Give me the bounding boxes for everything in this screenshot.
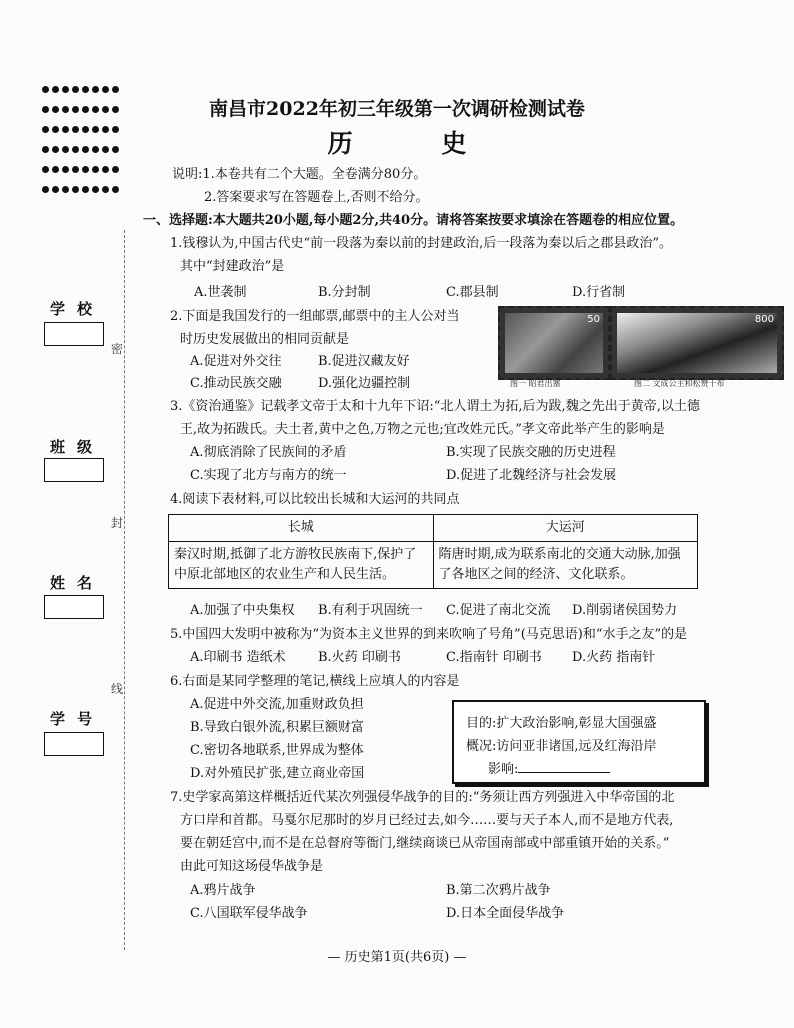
stamp-wencheng-image bbox=[610, 306, 784, 380]
table-header-grand-canal: 大运河 bbox=[433, 515, 698, 542]
school-field[interactable] bbox=[44, 322, 104, 346]
q5-stem: 5.中国四大发明中被称为“为资本主义世界的到来吹响了号角”(马克思语)和“水手之友”的是 bbox=[170, 627, 688, 642]
class-label: 班级 bbox=[50, 438, 105, 456]
table-cell-grand-canal: 隋唐时期,成为联系南北的交通大动脉,加强了各地区之间的经济、文化联系。 bbox=[433, 542, 698, 589]
q6-note-box bbox=[452, 700, 706, 784]
q6-option-d: D.对外殖民扩张,建立商业帝国 bbox=[190, 766, 365, 781]
q2-option-a: A.促进对外交往 bbox=[190, 354, 282, 369]
q2-stem-cont: 时历史发展做出的相同贡献是 bbox=[180, 332, 350, 347]
q1-option-a: A.世袭制 bbox=[194, 285, 247, 300]
note-purpose: 目的:扩大政治影响,彰显大国强盛 bbox=[466, 716, 657, 731]
q7-option-d: D.日本全面侵华战争 bbox=[446, 906, 565, 921]
q3-stem-cont: 王,故为拓跋氏。夫土者,黄中之色,万物之元也;宜改姓元氏。”孝文帝此举产生的影响是 bbox=[180, 422, 665, 437]
table-cell-great-wall: 秦汉时期,抵御了北方游牧民族南下,保护了中原北部地区的农业生产和人民生活。 bbox=[169, 542, 434, 589]
q5-option-c: C.指南针 印刷书 bbox=[446, 650, 542, 665]
page-footer: — 历史第1页(共6页) — bbox=[327, 950, 467, 965]
q7-stem-cont-1: 方口岸和首都。马戛尔尼那时的岁月已经过去,如今……要与天子本人,而不是地方代表, bbox=[180, 813, 674, 828]
stamp2-caption: 图二 文成公主和松赞干布 bbox=[634, 379, 725, 388]
q7-stem-cont-3: 由此可知这场侵华战争是 bbox=[180, 859, 324, 874]
q2-option-c: C.推动民族交融 bbox=[190, 376, 282, 391]
seal-char-xian: 线 bbox=[111, 682, 124, 696]
q5-option-d: D.火药 指南针 bbox=[572, 650, 656, 665]
q2-option-b: B.促进汉藏友好 bbox=[318, 354, 410, 369]
instruction-1: 说明:1.本卷共有二个大题。全卷满分80分。 bbox=[172, 167, 427, 182]
q4-option-d: D.削弱诸侯国势力 bbox=[572, 603, 678, 618]
q2-option-d: D.强化边疆控制 bbox=[318, 376, 411, 391]
student-no-field[interactable] bbox=[44, 732, 104, 756]
stamp1-caption: 图一 昭君出塞 bbox=[510, 379, 561, 388]
note-impact bbox=[488, 758, 610, 777]
q3-stem: 3.《资治通鉴》记载孝文帝于太和十九年下诏:“北人谓土为拓,后为跋,魏之先出于黄帝,以土德 bbox=[170, 399, 700, 414]
name-label: 姓名 bbox=[50, 574, 105, 592]
class-field[interactable] bbox=[44, 458, 104, 482]
q7-option-b: B.第二次鸦片战争 bbox=[446, 883, 551, 898]
q5-option-b: B.火药 印刷书 bbox=[318, 650, 401, 665]
q6-option-a: A.促进中外交流,加重财政负担 bbox=[190, 697, 364, 712]
stamp-figures bbox=[498, 306, 782, 388]
q4-option-b: B.有利于巩固统一 bbox=[318, 603, 423, 618]
q1-option-c: C.郡县制 bbox=[446, 285, 499, 300]
section-1-heading: 一、选择题:本大题共20小题,每小题2分,共40分。请将答案按要求填涂在答题卷的相应位置。 bbox=[143, 213, 684, 228]
q7-option-a: A.鸦片战争 bbox=[190, 883, 256, 898]
q1-stem: 1.钱穆认为,中国古代史“前一段落为秦以前的封建政治,后一段落为秦以后之郡县政治”。 bbox=[170, 236, 672, 251]
q4-option-c: C.促进了南北交流 bbox=[446, 603, 551, 618]
note-impact-label: 影响: bbox=[488, 762, 519, 777]
student-no-label: 学号 bbox=[50, 710, 105, 728]
q4-option-a: A.加强了中央集权 bbox=[190, 603, 295, 618]
q1-stem-cont: 其中“封建政治”是 bbox=[180, 259, 285, 274]
seal-line bbox=[124, 230, 125, 950]
instruction-2: 2.答案要求写在答题卷上,否则不给分。 bbox=[204, 190, 429, 205]
q7-stem-cont-2: 要在朝廷宫中,而不是在总督府等衙门,继续商谈已从帝国南部或中部重镇开始的关系。” bbox=[180, 836, 670, 851]
name-field[interactable] bbox=[44, 595, 104, 619]
note-overview: 概况:访问亚非诸国,远及红海沿岸 bbox=[466, 739, 657, 754]
school-label: 学校 bbox=[50, 300, 105, 318]
q1-option-d: D.行省制 bbox=[572, 285, 626, 300]
seal-char-feng: 封 bbox=[111, 516, 124, 530]
q6-option-b: B.导致白银外流,积累巨额财富 bbox=[190, 720, 364, 735]
q1-option-b: B.分封制 bbox=[318, 285, 371, 300]
q3-option-a: A.彻底消除了民族间的矛盾 bbox=[190, 445, 347, 460]
table-header-great-wall: 长城 bbox=[169, 515, 434, 542]
exam-title: 南昌市2022年初三年级第一次调研检测试卷 bbox=[209, 98, 585, 120]
subject-title: 历 史 bbox=[327, 129, 507, 158]
note-impact-blank bbox=[518, 760, 610, 773]
q7-option-c: C.八国联军侵华战争 bbox=[190, 906, 308, 921]
seal-char-mi: 密 bbox=[111, 342, 124, 356]
q5-option-a: A.印刷书 造纸术 bbox=[190, 650, 286, 665]
q3-option-b: B.实现了民族交融的历史进程 bbox=[446, 445, 616, 460]
q3-option-c: C.实现了北方与南方的统一 bbox=[190, 468, 347, 483]
q4-comparison-table bbox=[168, 514, 698, 589]
stamp1-value: 50 bbox=[587, 314, 600, 325]
stamp2-value: 800 bbox=[754, 314, 774, 325]
stamp-zhaojun-image bbox=[498, 306, 610, 380]
q6-option-c: C.密切各地联系,世界成为整体 bbox=[190, 743, 364, 758]
q6-stem: 6.右面是某同学整理的笔记,横线上应填人的内容是 bbox=[170, 674, 460, 689]
q4-stem: 4.阅读下表材料,可以比较出长城和大运河的共同点 bbox=[170, 492, 460, 507]
q2-stem: 2.下面是我国发行的一组邮票,邮票中的主人公对当 bbox=[170, 309, 460, 324]
q7-stem: 7.史学家高第这样概括近代某次列强侵华战争的目的:“务须让西方列强进入中华帝国的北 bbox=[170, 790, 675, 805]
q3-option-d: D.促进了北魏经济与社会发展 bbox=[446, 468, 617, 483]
